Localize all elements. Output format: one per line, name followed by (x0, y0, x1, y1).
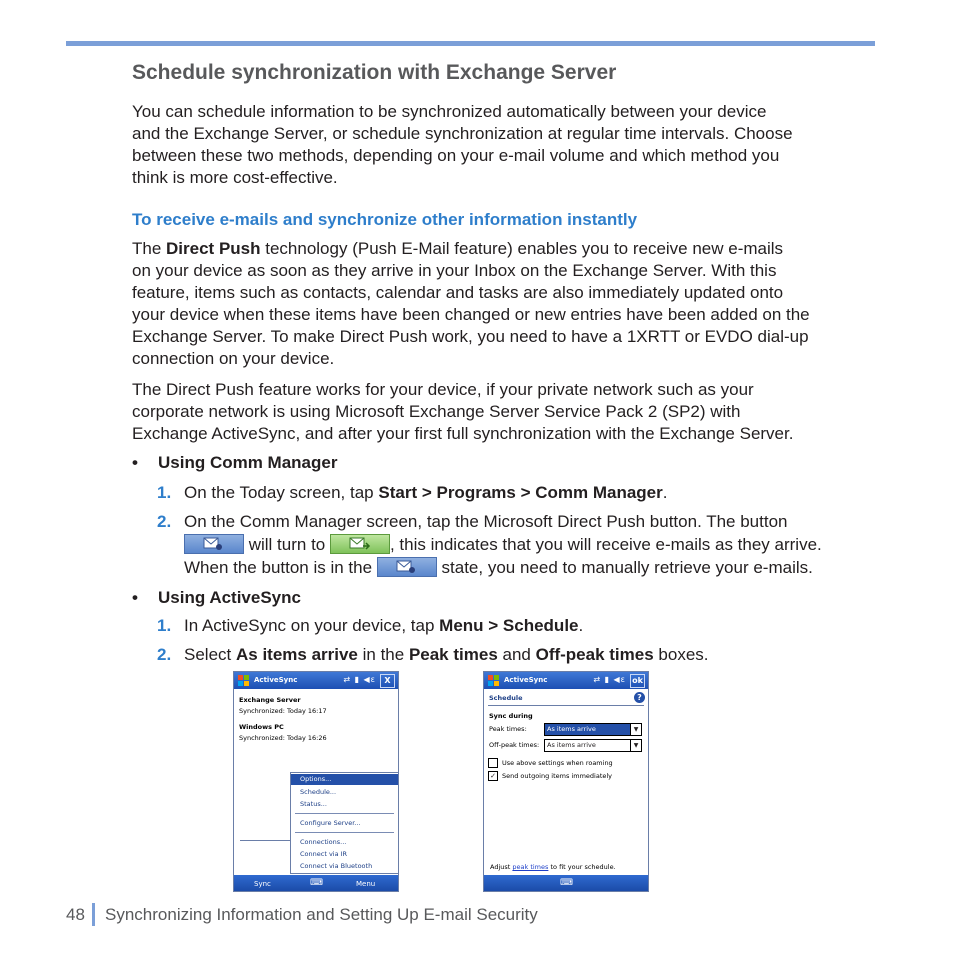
adjust-note: Adjust peak times to fit your schedule. (490, 863, 616, 871)
help-icon[interactable]: ? (634, 692, 645, 703)
menu-separator (295, 813, 394, 814)
status-icons: ⇄ ▮ ◀ε (343, 675, 376, 684)
activesync-menu-screenshot: ActiveSync ⇄ ▮ ◀ε X Exchange Server Synchronized: Today 16:17 Windows PC Synchronized: Today 16:26 Options... Schedule... Status... Configure Server... Connections... Connect via IR Connect via Bluetooth Sync ⌨ Menu (233, 671, 399, 892)
menu-item-status[interactable]: Status... (300, 800, 327, 808)
offpeak-times-select[interactable]: As items arrive ▼ (544, 739, 642, 752)
chevron-down-icon: ▼ (630, 724, 641, 735)
requirements-paragraph: The Direct Push feature works for your device, if your private network such as your corporate network is using Microsoft Exchange Server Service Pack 2 (SP2) with Exchange ActiveSync, and after your first full synchronization with the Exchange Server. (132, 380, 794, 443)
footer-divider (92, 903, 95, 926)
windows-start-icon[interactable] (487, 674, 500, 687)
roaming-checkbox[interactable] (488, 758, 498, 768)
top-rule (66, 41, 875, 46)
close-button[interactable]: X (380, 674, 395, 688)
activesync-schedule-screenshot: ActiveSync ⇄ ▮ ◀ε ok Schedule ? Sync during Peak times: As items arrive ▼ Off-peak times: As items arrive ▼ Use above settings when roaming ✓ Send outgoing items immediately Adjust peak times to fit your schedule. ⌨ (483, 671, 649, 892)
page-title: Schedule synchronization with Exchange Server (132, 61, 617, 84)
peak-times-link[interactable]: peak times (512, 863, 549, 871)
menu-separator (295, 832, 394, 833)
page-number: 48 (66, 905, 85, 924)
soft-key-bar (484, 875, 648, 891)
bullet-comm-manager: • Using Comm Manager (132, 453, 338, 472)
bullet-activesync: • Using ActiveSync (132, 588, 301, 607)
running-footer: Synchronizing Information and Setting Up E-mail Security (105, 905, 538, 924)
direct-push-off-button-icon (377, 557, 437, 577)
divider (240, 840, 290, 841)
send-immediately-checkbox[interactable]: ✓ (488, 771, 498, 781)
direct-push-on-button-icon (330, 534, 390, 554)
menu-item-schedule[interactable]: Schedule... (300, 788, 337, 796)
activesync-menu (290, 772, 399, 874)
menu-item-options[interactable]: Options... (300, 775, 332, 783)
menu-item-connect-bluetooth[interactable]: Connect via Bluetooth (300, 862, 373, 870)
title-bar: ActiveSync ⇄ ▮ ◀ε ok (484, 672, 648, 689)
direct-push-off-button-icon (184, 534, 244, 554)
windows-start-icon[interactable] (237, 674, 250, 687)
divider (488, 705, 644, 706)
status-icons: ⇄ ▮ ◀ε (593, 675, 626, 684)
sync-softkey[interactable]: Sync (254, 880, 271, 888)
title-bar: ActiveSync ⇄ ▮ ◀ε X (234, 672, 398, 689)
menu-item-connect-ir[interactable]: Connect via IR (300, 850, 348, 858)
ok-button[interactable]: ok (630, 674, 645, 688)
keyboard-icon[interactable]: ⌨ (310, 878, 323, 888)
menu-softkey[interactable]: Menu (356, 880, 376, 888)
keyboard-icon[interactable]: ⌨ (560, 878, 573, 888)
intro-paragraph: You can schedule information to be synchronized automatically between your device and the Exchange Server, or schedule synchronization at regular time intervals. Choose between these two methods, depending on your e-mail volume and which method you think is more cost-effective. (132, 102, 793, 187)
menu-item-configure-server[interactable]: Configure Server... (300, 819, 361, 827)
peak-times-select[interactable]: As items arrive ▼ (544, 723, 642, 736)
chevron-down-icon: ▼ (630, 740, 641, 751)
section-subheading: To receive e-mails and synchronize other information instantly (132, 210, 638, 229)
soft-key-bar (234, 875, 398, 891)
direct-push-paragraph: The Direct Push technology (Push E-Mail feature) enables you to receive new e-mails on your device as soon as they arrive in your Inbox on the Exchange Server. With this feature, items such as contacts, calendar and tasks are also immediately updated onto your device when these items have been changed or new entries have been added on the Exchange Server. To make Direct Push work, you need to have a 1XRTT or EVDO dial-up connection on your device. (132, 239, 810, 368)
menu-item-connections[interactable]: Connections... (300, 838, 347, 846)
